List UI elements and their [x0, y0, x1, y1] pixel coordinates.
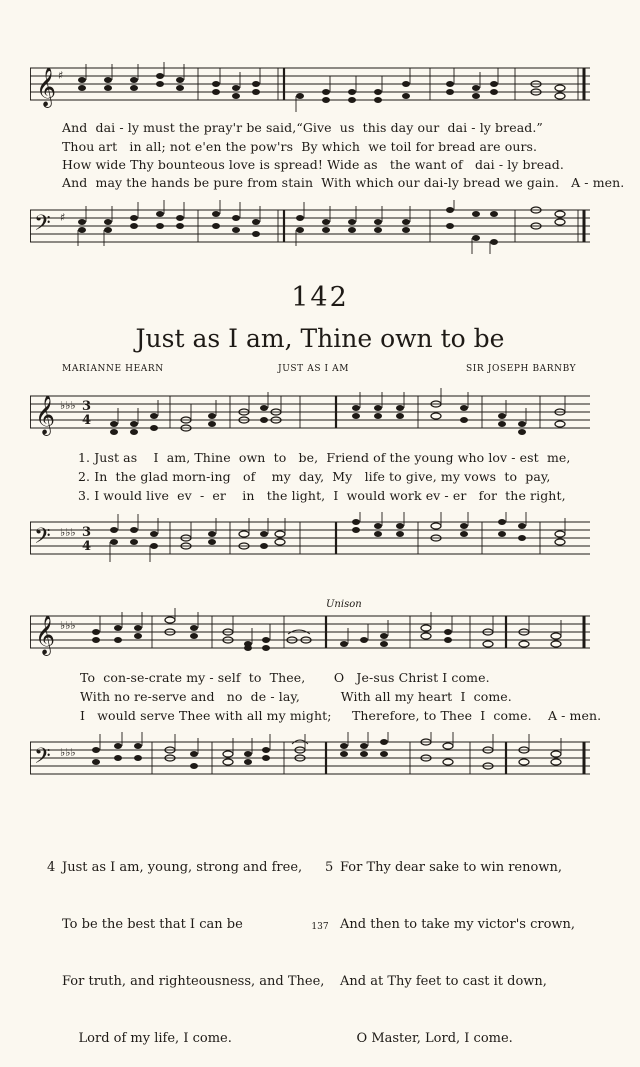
- svg-text:𝄞: 𝄞: [36, 67, 57, 107]
- stanza-line: And then to take my victor's crown,: [340, 917, 576, 932]
- music-staff-bass-system2: [30, 732, 590, 786]
- stanza-number: 4: [47, 860, 56, 875]
- verse-line-1: 1. Just as I am, Thine own to be, Friend of the young who lov - est me,: [78, 450, 571, 465]
- verse-line-3: 3. I would live ev - er in the light, I would work ev - er for the right,: [78, 488, 566, 503]
- stanza-line: For truth, and righteousness, and Thee,: [62, 974, 325, 989]
- stanza-4: [47, 820, 325, 1067]
- svg-text:𝄢: 𝄢: [34, 524, 51, 554]
- music-staff-bass-system1: [30, 512, 590, 566]
- hymn-number: 142: [291, 282, 349, 313]
- stanza-line: And at Thy feet to cast it down,: [340, 974, 547, 989]
- music-staff-bass-top: [30, 200, 590, 254]
- lyric-line: How wide Thy bounteous love is spread! Wide as the want of dai - ly bread.: [62, 157, 564, 172]
- verse-line-2-continued: With no re-serve and no de - lay, With all my heart I come.: [80, 689, 512, 704]
- hymn-title: Just as I am, Thine own to be: [135, 324, 505, 353]
- svg-text:𝄢: 𝄢: [34, 211, 51, 241]
- stanza-number: 5: [325, 860, 334, 875]
- lyric-line: And may the hands be pure from stain With which our dai-ly bread we gain. A - men.: [62, 175, 625, 190]
- verse-line-3-continued: I would serve Thee with all my might; Therefore, to Thee I come. A - men.: [80, 708, 602, 723]
- svg-text:𝄢: 𝄢: [34, 744, 51, 774]
- stanza-line: O Master, Lord, I come.: [340, 1031, 513, 1046]
- page-number: 137: [311, 922, 329, 932]
- verse-line-1-continued: To con-se-crate my - self to Thee, O Je-sus Christ I come.: [80, 670, 490, 685]
- stanza-line: For Thy dear sake to win renown,: [340, 860, 562, 875]
- stanza-line: Lord of my life, I come.: [62, 1031, 232, 1046]
- tune-name: JUST AS I AM: [278, 364, 350, 374]
- stanza-line: To be the best that I can be: [62, 917, 243, 932]
- svg-text:4: 4: [82, 413, 92, 428]
- svg-text:♭♭♭: ♭♭♭: [60, 399, 76, 412]
- verse-line-2: 2. In the glad morn-ing of my day, My life to give, my vows to pay,: [78, 469, 551, 484]
- svg-text:♭♭♭: ♭♭♭: [60, 746, 76, 759]
- music-staff-treble-top: [30, 62, 590, 116]
- author-credit: MARIANNE HEARN: [62, 364, 164, 374]
- lyric-line: Thou art in all; not e'en the pow'rs By which we toil for bread are ours.: [62, 139, 538, 154]
- svg-text:♭♭♭: ♭♭♭: [60, 526, 76, 539]
- svg-text:𝄞: 𝄞: [35, 395, 56, 435]
- svg-text:𝄞: 𝄞: [35, 615, 56, 655]
- svg-text:3: 3: [82, 399, 92, 414]
- svg-text:♭♭♭: ♭♭♭: [60, 619, 76, 632]
- svg-text:♯: ♯: [58, 69, 64, 82]
- svg-text:♯: ♯: [60, 211, 66, 224]
- lyric-line: And dai - ly must the pray'r be said,“Give us this day our dai - ly bread.”: [62, 120, 543, 135]
- unison-marking: Unison: [326, 599, 362, 610]
- music-staff-treble-system1: [30, 388, 590, 442]
- music-staff-treble-system2: [30, 608, 590, 662]
- stanza-line: Just as I am, young, strong and free,: [62, 860, 303, 875]
- svg-text:3: 3: [82, 525, 92, 540]
- stanza-5: [325, 820, 576, 1067]
- svg-text:4: 4: [82, 539, 92, 554]
- composer-credit: SIR JOSEPH BARNBY: [466, 364, 577, 374]
